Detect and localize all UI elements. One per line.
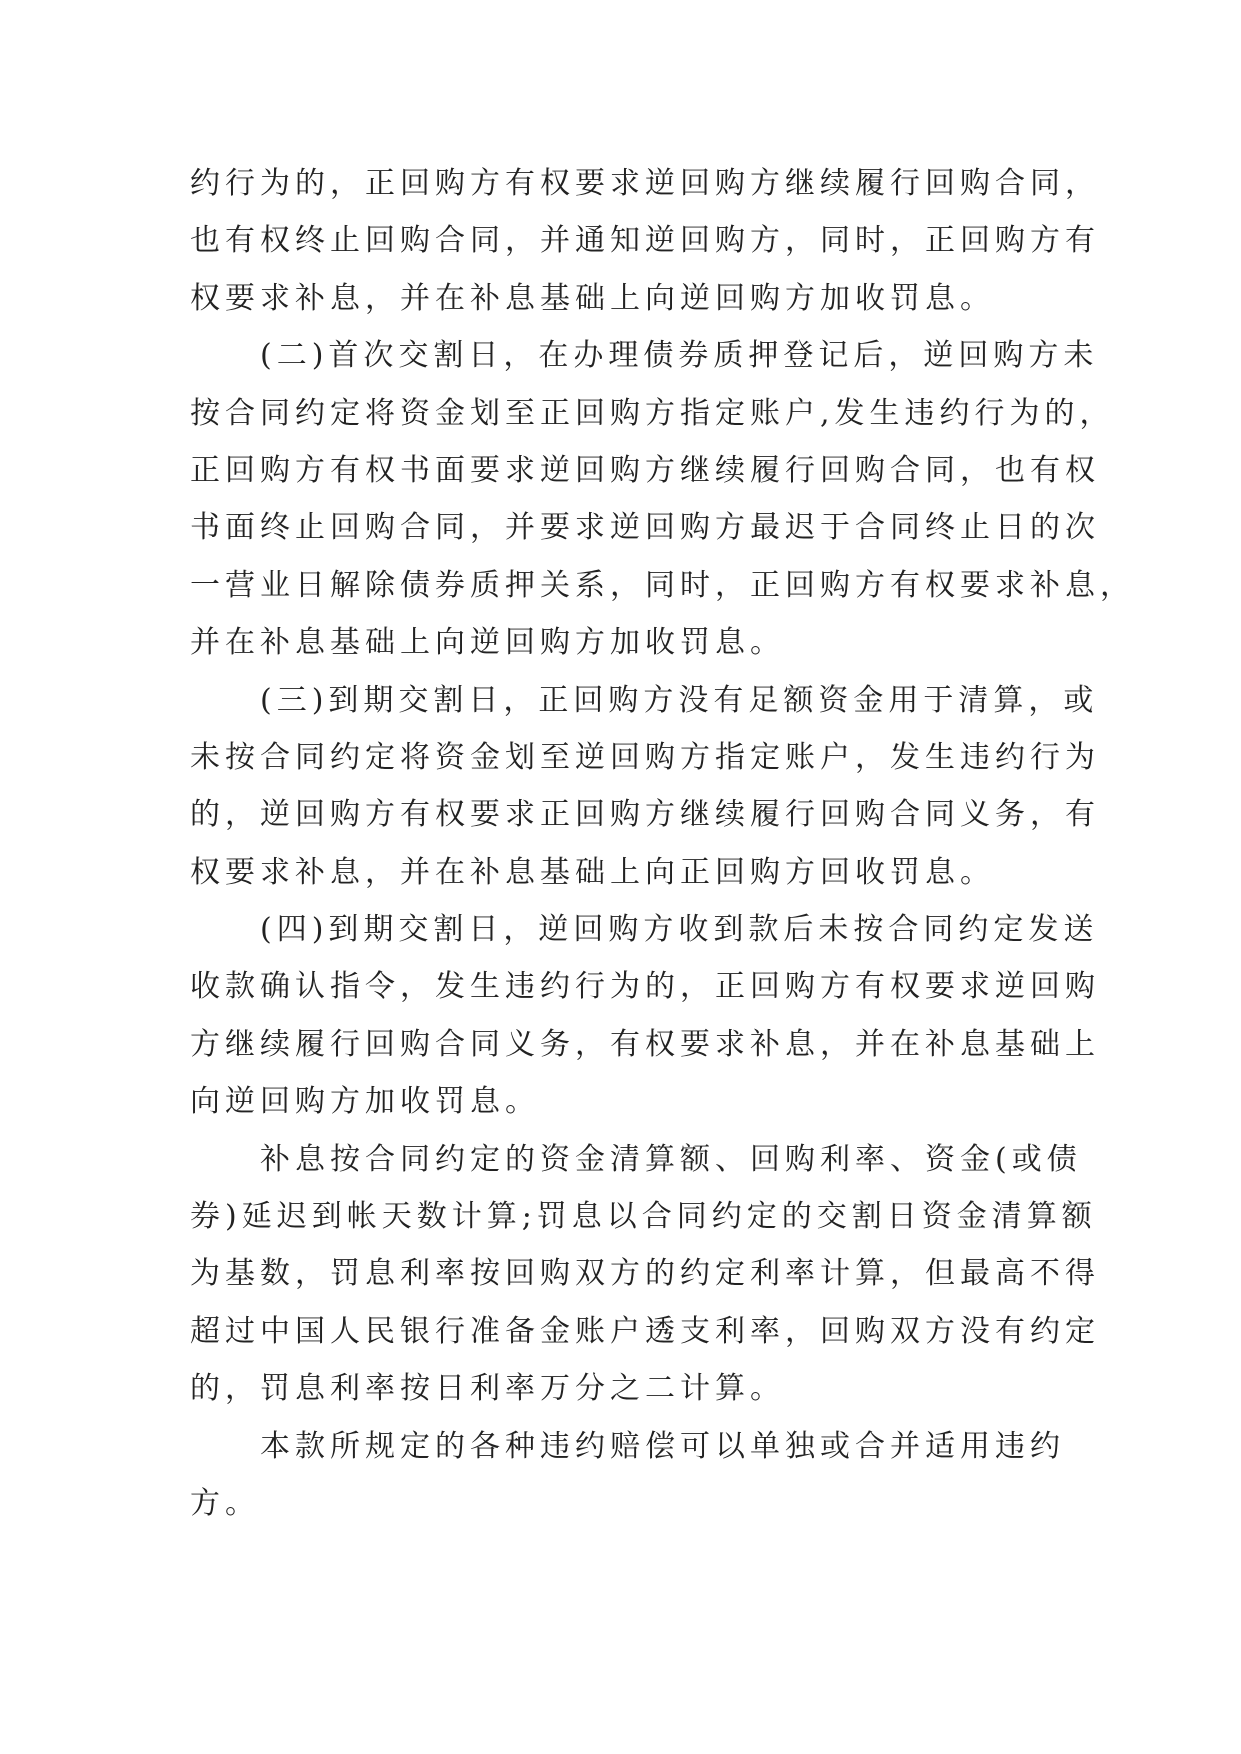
text-line: 书面终止回购合同，并要求逆回购方最迟于合同终止日的次 bbox=[190, 510, 1100, 546]
text-line: 方。 bbox=[190, 1485, 260, 1521]
paragraph-continuation bbox=[190, 155, 1100, 327]
paragraph-closing bbox=[190, 1418, 1065, 1533]
text-line: 权要求补息，并在补息基础上向逆回购方加收罚息。 bbox=[190, 280, 995, 316]
text-line: 正回购方有权书面要求逆回购方继续履行回购合同，也有权 bbox=[190, 452, 1100, 488]
text-line: 超过中国人民银行准备金账户透支利率，回购双方没有约定 bbox=[190, 1313, 1100, 1349]
paragraph-interest-rules bbox=[190, 1131, 1100, 1418]
text-line: 本款所规定的各种违约赔偿可以单独或合并适用违约 bbox=[260, 1428, 1065, 1464]
text-line: 为基数，罚息利率按回购双方的约定利率计算，但最高不得 bbox=[190, 1256, 1100, 1292]
text-line: 的，罚息利率按日利率万分之二计算。 bbox=[190, 1371, 785, 1407]
text-line: (二)首次交割日，在办理债券质押登记后，逆回购方未 bbox=[260, 338, 1099, 374]
text-line: 也有权终止回购合同，并通知逆回购方，同时，正回购方有 bbox=[190, 223, 1100, 259]
text-line: 方继续履行回购合同义务，有权要求补息，并在补息基础上 bbox=[190, 1026, 1100, 1062]
text-line: 权要求补息，并在补息基础上向正回购方回收罚息。 bbox=[190, 854, 995, 890]
text-line: 并在补息基础上向逆回购方加收罚息。 bbox=[190, 625, 785, 661]
text-line: 约行为的，正回购方有权要求逆回购方继续履行回购合同， bbox=[190, 166, 1100, 201]
text-line: (三)到期交割日，正回购方没有足额资金用于清算，或 bbox=[260, 682, 1099, 718]
body-text bbox=[190, 155, 1135, 1532]
paragraph-clause-4 bbox=[190, 901, 1100, 1131]
text-line: 券)延迟到帐天数计算;罚息以合同约定的交割日资金清算额 bbox=[190, 1199, 1097, 1235]
text-line: 的，逆回购方有权要求正回购方继续履行回购合同义务，有 bbox=[190, 797, 1100, 833]
text-line: 补息按合同约定的资金清算额、回购利率、资金(或债 bbox=[260, 1141, 1082, 1177]
text-line: 向逆回购方加收罚息。 bbox=[190, 1084, 540, 1120]
text-line: 未按合同约定将资金划至逆回购方指定账户，发生违约行为 bbox=[190, 739, 1100, 775]
text-line: (四)到期交割日，逆回购方收到款后未按合同约定发送 bbox=[260, 912, 1099, 948]
text-line: 一营业日解除债券质押关系，同时，正回购方有权要求补息， bbox=[190, 567, 1135, 603]
text-line: 按合同约定将资金划至正回购方指定账户,发生违约行为的， bbox=[190, 395, 1115, 431]
text-line: 收款确认指令，发生违约行为的，正回购方有权要求逆回购 bbox=[190, 969, 1100, 1005]
paragraph-clause-2 bbox=[190, 327, 1135, 671]
paragraph-clause-3 bbox=[190, 672, 1100, 902]
